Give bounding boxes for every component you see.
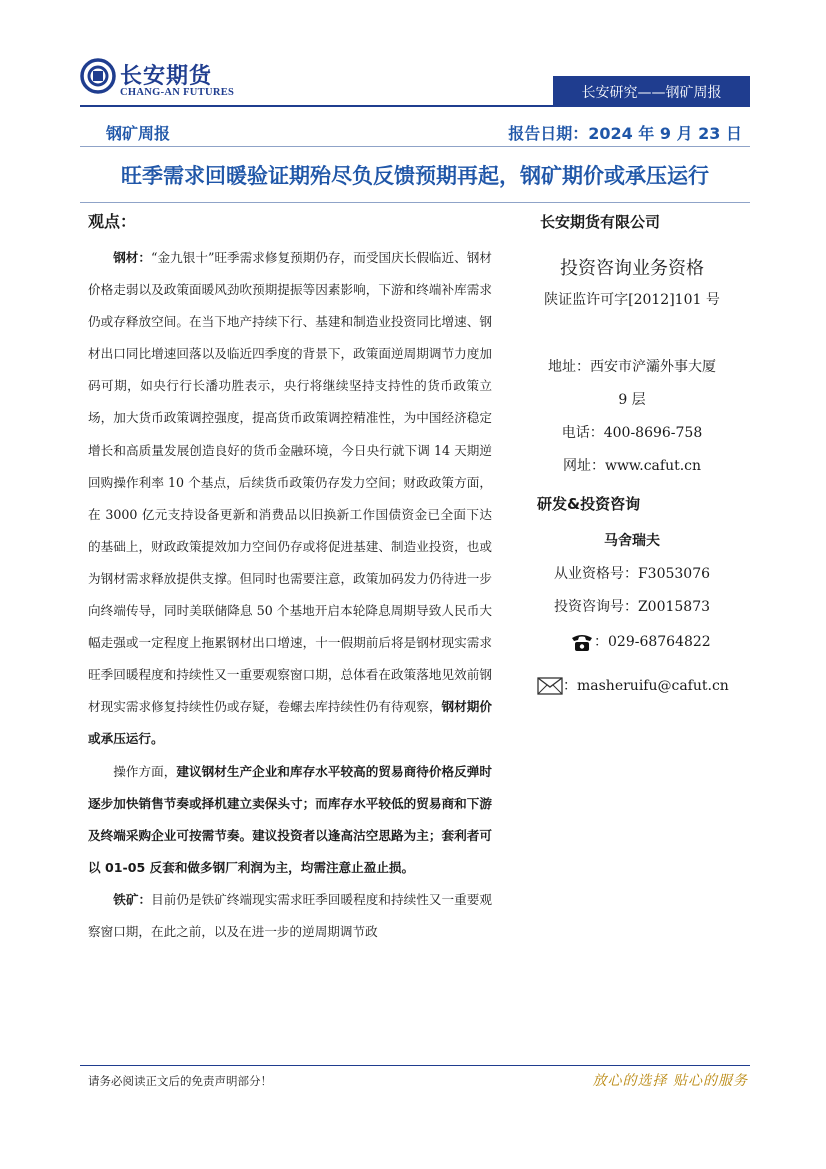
sidebar-rd-heading: 研发&投资咨询 (537, 495, 641, 513)
logo-company-cn: 长安期货 (120, 64, 213, 89)
logo-company-en: CHANG-AN FUTURES (120, 87, 235, 98)
operation-text: 建议钢材生产企业和库存水平较高的贸易商待价格反弹时逐步加快销售节奏或择机建立卖保头寸；而库存水平较低的贸易商和下游及终端采购企业可按需节奏。建议投资者以逢高沽空思路为主；套利者可以 01-05 反套和做多钢厂利润为主，均需注意止盈止损。 (88, 763, 493, 875)
analyst-cert: 从业资格号：F3053076 (553, 566, 711, 582)
company-logo (80, 58, 235, 104)
steel-paragraph (88, 242, 492, 756)
analyst-invest-no: 投资咨询号：Z0015873 (553, 599, 711, 615)
analyst-email-row (537, 675, 729, 695)
footer-disclaimer: 请务必阅读正文后的免责声明部分！ (88, 1074, 272, 1088)
footer-slogan: 放心的选择 贴心的服务 (592, 1073, 748, 1089)
sidebar-qualification: 投资咨询业务资格 (560, 258, 704, 279)
footer-rule (80, 1065, 750, 1066)
report-type: 钢矿周报 (106, 124, 171, 143)
sidebar-phone: 电话：400-8696-758 (561, 425, 703, 441)
report-date: 报告日期：2024 年 9 月 23 日 (508, 124, 742, 143)
page-title: 旺季需求回暖验证期殆尽负反馈预期再起，钢矿期价或承压运行 (121, 164, 709, 188)
analyst-email[interactable]: ：masheruifu@cafut.cn (563, 678, 729, 694)
ore-paragraph (88, 884, 492, 948)
series-tab: 长安研究——钢矿周报 (553, 76, 750, 107)
logo-emblem-icon (80, 58, 116, 94)
ore-text: 目前仍是铁矿终端现实需求旺季回暖程度和持续性又一重要观察窗口期，在此之前，以及在进一步的逆周期调节政 (88, 891, 493, 939)
ore-label: 铁矿： (113, 891, 152, 907)
sidebar-company: 长安期货有限公司 (540, 213, 661, 231)
steel-text: “金九银十”旺季需求修复预期仍存，而受国庆长假临近、钢材价格走弱以及政策面暖风劲吹预期提振等因素影响，下游和终端补库需求仍或存释放空间。在当下地产持续下行、基建和制造业投资同比增速、钢材出口同比增速回落以及临近四季度的背景下，政策面逆周期调节力度加码可期，如央行行长潘功胜表示，央行将继续坚持支持性的货币政策立场，加大货币政策调控强度，提高货币政策调控精准性，为中国经济稳定增长和高质量发展创造良好的货币金融环境，今日央行就下调 14 天期逆回购操作利率 10 个基点，后续货币政策仍存发力空间；财政政策方面，在 3000 亿元支持设备更新和消费品以旧换新工作国债资金已全面下达的基础上，财政政策提效加力空间仍存或将促进基建、制造业投资，也或为钢材需求释放提供支撑。但同时也需要注意，政策加码发力仍待进一步向终端传导，同时美联储降息 50 个基地开启本轮降息周期导致人民币大幅走强或一定程度上拖累钢材出口增速，十一假期前后将是钢材现实需求旺季回暖程度和持续性又一重要观察窗口期，总体看在政策落地见效前钢材现实需求修复持续性仍或存疑，卷螺去库持续性仍有待观察， (88, 250, 492, 715)
analyst-phone: ：029-68764822 (594, 634, 711, 650)
analyst-phone-row (570, 631, 711, 652)
sidebar-address-line2: 9 层 (618, 392, 646, 408)
title-rule-top (80, 146, 750, 147)
steel-label: 钢材： (113, 250, 152, 265)
operation-prefix: 操作方面， (113, 763, 177, 779)
envelope-icon (537, 677, 563, 695)
sidebar-website: 网址：www.cafut.cn (562, 458, 702, 474)
header-rule (80, 105, 750, 107)
title-rule-bottom (80, 202, 750, 203)
sidebar-address-line1: 地址：西安市浐灞外事大厦 (548, 359, 716, 375)
analyst-name: 马舍瑞夫 (604, 533, 660, 549)
operation-paragraph (88, 756, 492, 884)
steel-section (88, 242, 492, 948)
sidebar-license: 陕证监许可字[2012]101 号 (544, 292, 720, 308)
steel-conclusion: 钢材期价或承压运行。 (88, 699, 493, 747)
telephone-icon (570, 632, 594, 652)
viewpoint-heading: 观点： (88, 212, 137, 231)
